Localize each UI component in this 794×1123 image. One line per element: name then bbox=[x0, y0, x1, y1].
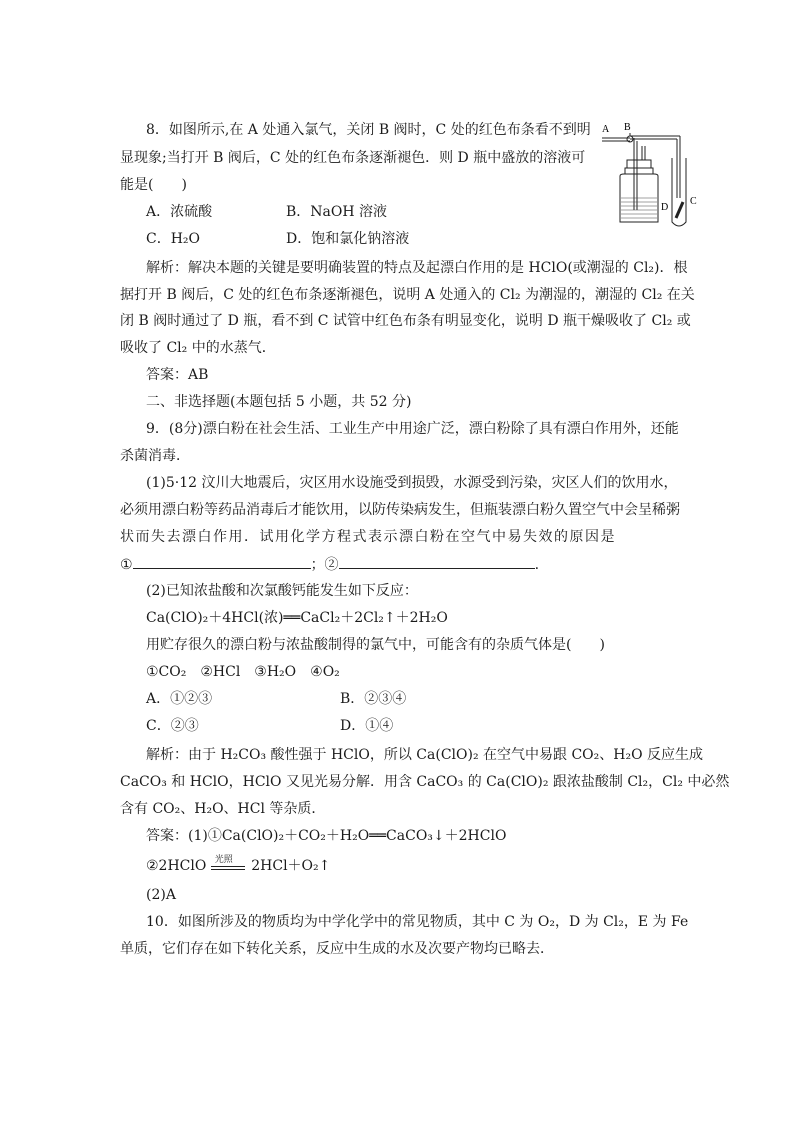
q9-part1-line2: 必须用漂白粉等药品消毒后才能饮用，以防传染病发生，但瓶装漂白粉久置空气中会呈稀粥 bbox=[120, 502, 680, 518]
q9-part2-equation: Ca(ClO)₂＋4HCl(浓)══CaCl₂＋2Cl₂↑＋2H₂O bbox=[146, 610, 448, 626]
q9-blank1-label: ① bbox=[120, 557, 133, 573]
q9-answer-line1: 答案：(1)①Ca(ClO)₂＋CO₂＋H₂O══CaCO₃↓＋2HClO bbox=[146, 828, 507, 844]
figure-label-b: B bbox=[624, 122, 631, 133]
section2-heading: 二、非选择题(本题包括 5 小题，共 52 分) bbox=[146, 394, 412, 410]
q8-answer: 答案：AB bbox=[146, 367, 209, 383]
q9-answer-line3: (2)A bbox=[146, 887, 176, 903]
q8-option-c: C．H₂O bbox=[146, 231, 201, 247]
figure-label-a: A bbox=[602, 124, 610, 135]
q8-analysis-line4: 吸收了 Cl₂ 中的水蒸气． bbox=[120, 340, 276, 356]
q9-part2-line3: 用贮存很久的漂白粉与浓盐酸制得的氯气中，可能含有的杂质气体是( ) bbox=[146, 637, 605, 653]
q9-option-a: A．①②③ bbox=[146, 691, 213, 707]
q8-stem-line1: 8．如图所示,在 A 处通入氯气，关闭 B 阀时，C 处的红色布条看不到明 bbox=[146, 122, 591, 138]
q9-answer-line2-left: ②2HClO bbox=[146, 858, 207, 874]
q9-analysis-line1: 解析：由于 H₂CO₃ 酸性强于 HClO，所以 Ca(ClO)₂ 在空气中易跟 CO₂、H₂O 反应生成 bbox=[146, 747, 704, 763]
q9-answer-line2-right: 2HCl＋O₂↑ bbox=[251, 858, 331, 874]
q8-option-d: D．饱和氯化钠溶液 bbox=[286, 231, 410, 247]
q9-analysis-line2: CaCO₃ 和 HClO，HClO 又见光易分解．用含 CaCO₃ 的 Ca(ClO)₂ 跟浓盐酸制 Cl₂，Cl₂ 中必然 bbox=[120, 774, 730, 790]
q8-option-b: B．NaOH 溶液 bbox=[286, 204, 388, 220]
q8-stem-line3: 能是( ) bbox=[120, 177, 187, 193]
q9-part1-line1: (1)5·12 汶川大地震后，灾区用水设施受到损毁，水源受到污染，灾区人们的饮用水， bbox=[146, 475, 678, 491]
reaction-condition-label: 光照 bbox=[214, 855, 233, 865]
q9-analysis-line3: 含有 CO₂、H₂O、HCl 等杂质． bbox=[120, 801, 326, 817]
q9-option-c: C．②③ bbox=[146, 718, 199, 734]
q9-stem-line2: 杀菌消毒． bbox=[120, 448, 190, 464]
q9-blank-end: . bbox=[534, 557, 540, 573]
q9-part2-items: ①CO₂ ②HCl ③H₂O ④O₂ bbox=[146, 664, 340, 680]
figure-label-c: C bbox=[690, 196, 697, 207]
q9-part2-line1: (2)已知浓盐酸和次氯酸钙能发生如下反应： bbox=[146, 583, 418, 599]
q8-analysis-line2: 据打开 B 阀后，C 处的红色布条逐渐褪色，说明 A 处通入的 Cl₂ 为潮湿的，潮湿的 Cl₂ 在关 bbox=[120, 287, 695, 303]
figure-label-d: D bbox=[661, 202, 669, 213]
q9-stem-line1: 9．(8分)漂白粉在社会生活、工业生产中用途广泛，漂白粉除了具有漂白作用外，还能 bbox=[146, 421, 679, 437]
q9-part1-blanks bbox=[120, 554, 539, 575]
q8-stem-line2: 显现象;当打开 B 阀后，C 处的红色布条逐渐褪色．则 D 瓶中盛放的溶液可 bbox=[120, 150, 586, 166]
q9-part1-line3: 状而失去漂白作用．试用化学方程式表示漂白粉在空气中易失效的原因是 bbox=[120, 529, 616, 545]
reaction-condition-arrow bbox=[211, 856, 247, 876]
cloth-strip-icon bbox=[676, 202, 683, 218]
gas-bottle-apparatus-figure bbox=[600, 118, 704, 230]
q9-option-d: D．①④ bbox=[340, 718, 394, 734]
q8-option-a: A．浓硫酸 bbox=[146, 204, 213, 220]
q8-analysis-line1: 解析：解决本题的关键是要明确装置的特点及起漂白作用的是 HClO(或潮湿的 Cl₂)．根 bbox=[146, 260, 688, 276]
q9-option-b: B．②③④ bbox=[340, 691, 407, 707]
q9-answer-blank-2[interactable] bbox=[339, 554, 535, 569]
q8-analysis-line3: 闭 B 阀时通过了 D 瓶，看不到 C 试管中红色布条有明显变化，说明 D 瓶干燥吸收了 Cl₂ 或 bbox=[120, 313, 691, 329]
q9-answer-line2 bbox=[146, 856, 330, 876]
q9-answer-blank-1[interactable] bbox=[133, 554, 311, 569]
q10-stem-line2: 单质，它们存在如下转化关系，反应中生成的水及次要产物均已略去． bbox=[120, 941, 554, 957]
q9-blank2-label: ；② bbox=[310, 557, 339, 573]
q10-stem-line1: 10．如图所涉及的物质均为中学化学中的常见物质，其中 C 为 O₂，D 为 Cl₂，E 为 Fe bbox=[146, 914, 689, 930]
